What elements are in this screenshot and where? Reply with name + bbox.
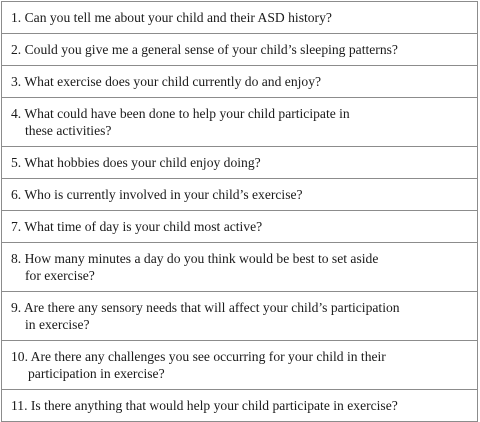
table-row <box>2 66 478 98</box>
question-text: 5. What hobbies does your child enjoy doing? <box>11 155 261 170</box>
question-text: 8. How many minutes a day do you think would be best to set aside <box>11 251 379 266</box>
table-row <box>2 147 478 179</box>
question-text-continued: these activities? <box>25 123 112 138</box>
table-row <box>2 341 478 390</box>
table-row <box>2 179 478 211</box>
question-cell <box>2 179 478 211</box>
question-text-continued: participation in exercise? <box>28 366 165 381</box>
question-text: 1. Can you tell me about your child and their ASD history? <box>11 10 332 25</box>
question-text-continued: in exercise? <box>25 317 90 332</box>
question-text: 4. What could have been done to help your child participate in <box>11 106 350 121</box>
question-text: 10. Are there any challenges you see occurring for your child in their <box>11 349 386 364</box>
table-row <box>2 98 478 147</box>
question-table <box>1 1 478 422</box>
question-cell <box>2 390 478 422</box>
question-cell <box>2 147 478 179</box>
question-cell <box>2 66 478 98</box>
table-row <box>2 292 478 341</box>
table-row <box>2 211 478 243</box>
question-cell <box>2 34 478 66</box>
question-text: 9. Are there any sensory needs that will affect your child’s participation <box>11 300 400 315</box>
table-row <box>2 2 478 34</box>
question-cell <box>2 292 478 341</box>
question-cell <box>2 98 478 147</box>
question-cell <box>2 2 478 34</box>
table-row <box>2 243 478 292</box>
table-row <box>2 390 478 422</box>
table-row <box>2 34 478 66</box>
question-text: 3. What exercise does your child currently do and enjoy? <box>11 74 322 89</box>
question-text: 2. Could you give me a general sense of your child’s sleeping patterns? <box>11 42 398 57</box>
question-cell <box>2 341 478 390</box>
question-text: 11. Is there anything that would help your child participate in exercise? <box>11 398 398 413</box>
question-text-continued: for exercise? <box>25 268 95 283</box>
question-cell <box>2 243 478 292</box>
question-cell <box>2 211 478 243</box>
question-text: 7. What time of day is your child most active? <box>11 219 263 234</box>
question-text: 6. Who is currently involved in your child’s exercise? <box>11 187 303 202</box>
